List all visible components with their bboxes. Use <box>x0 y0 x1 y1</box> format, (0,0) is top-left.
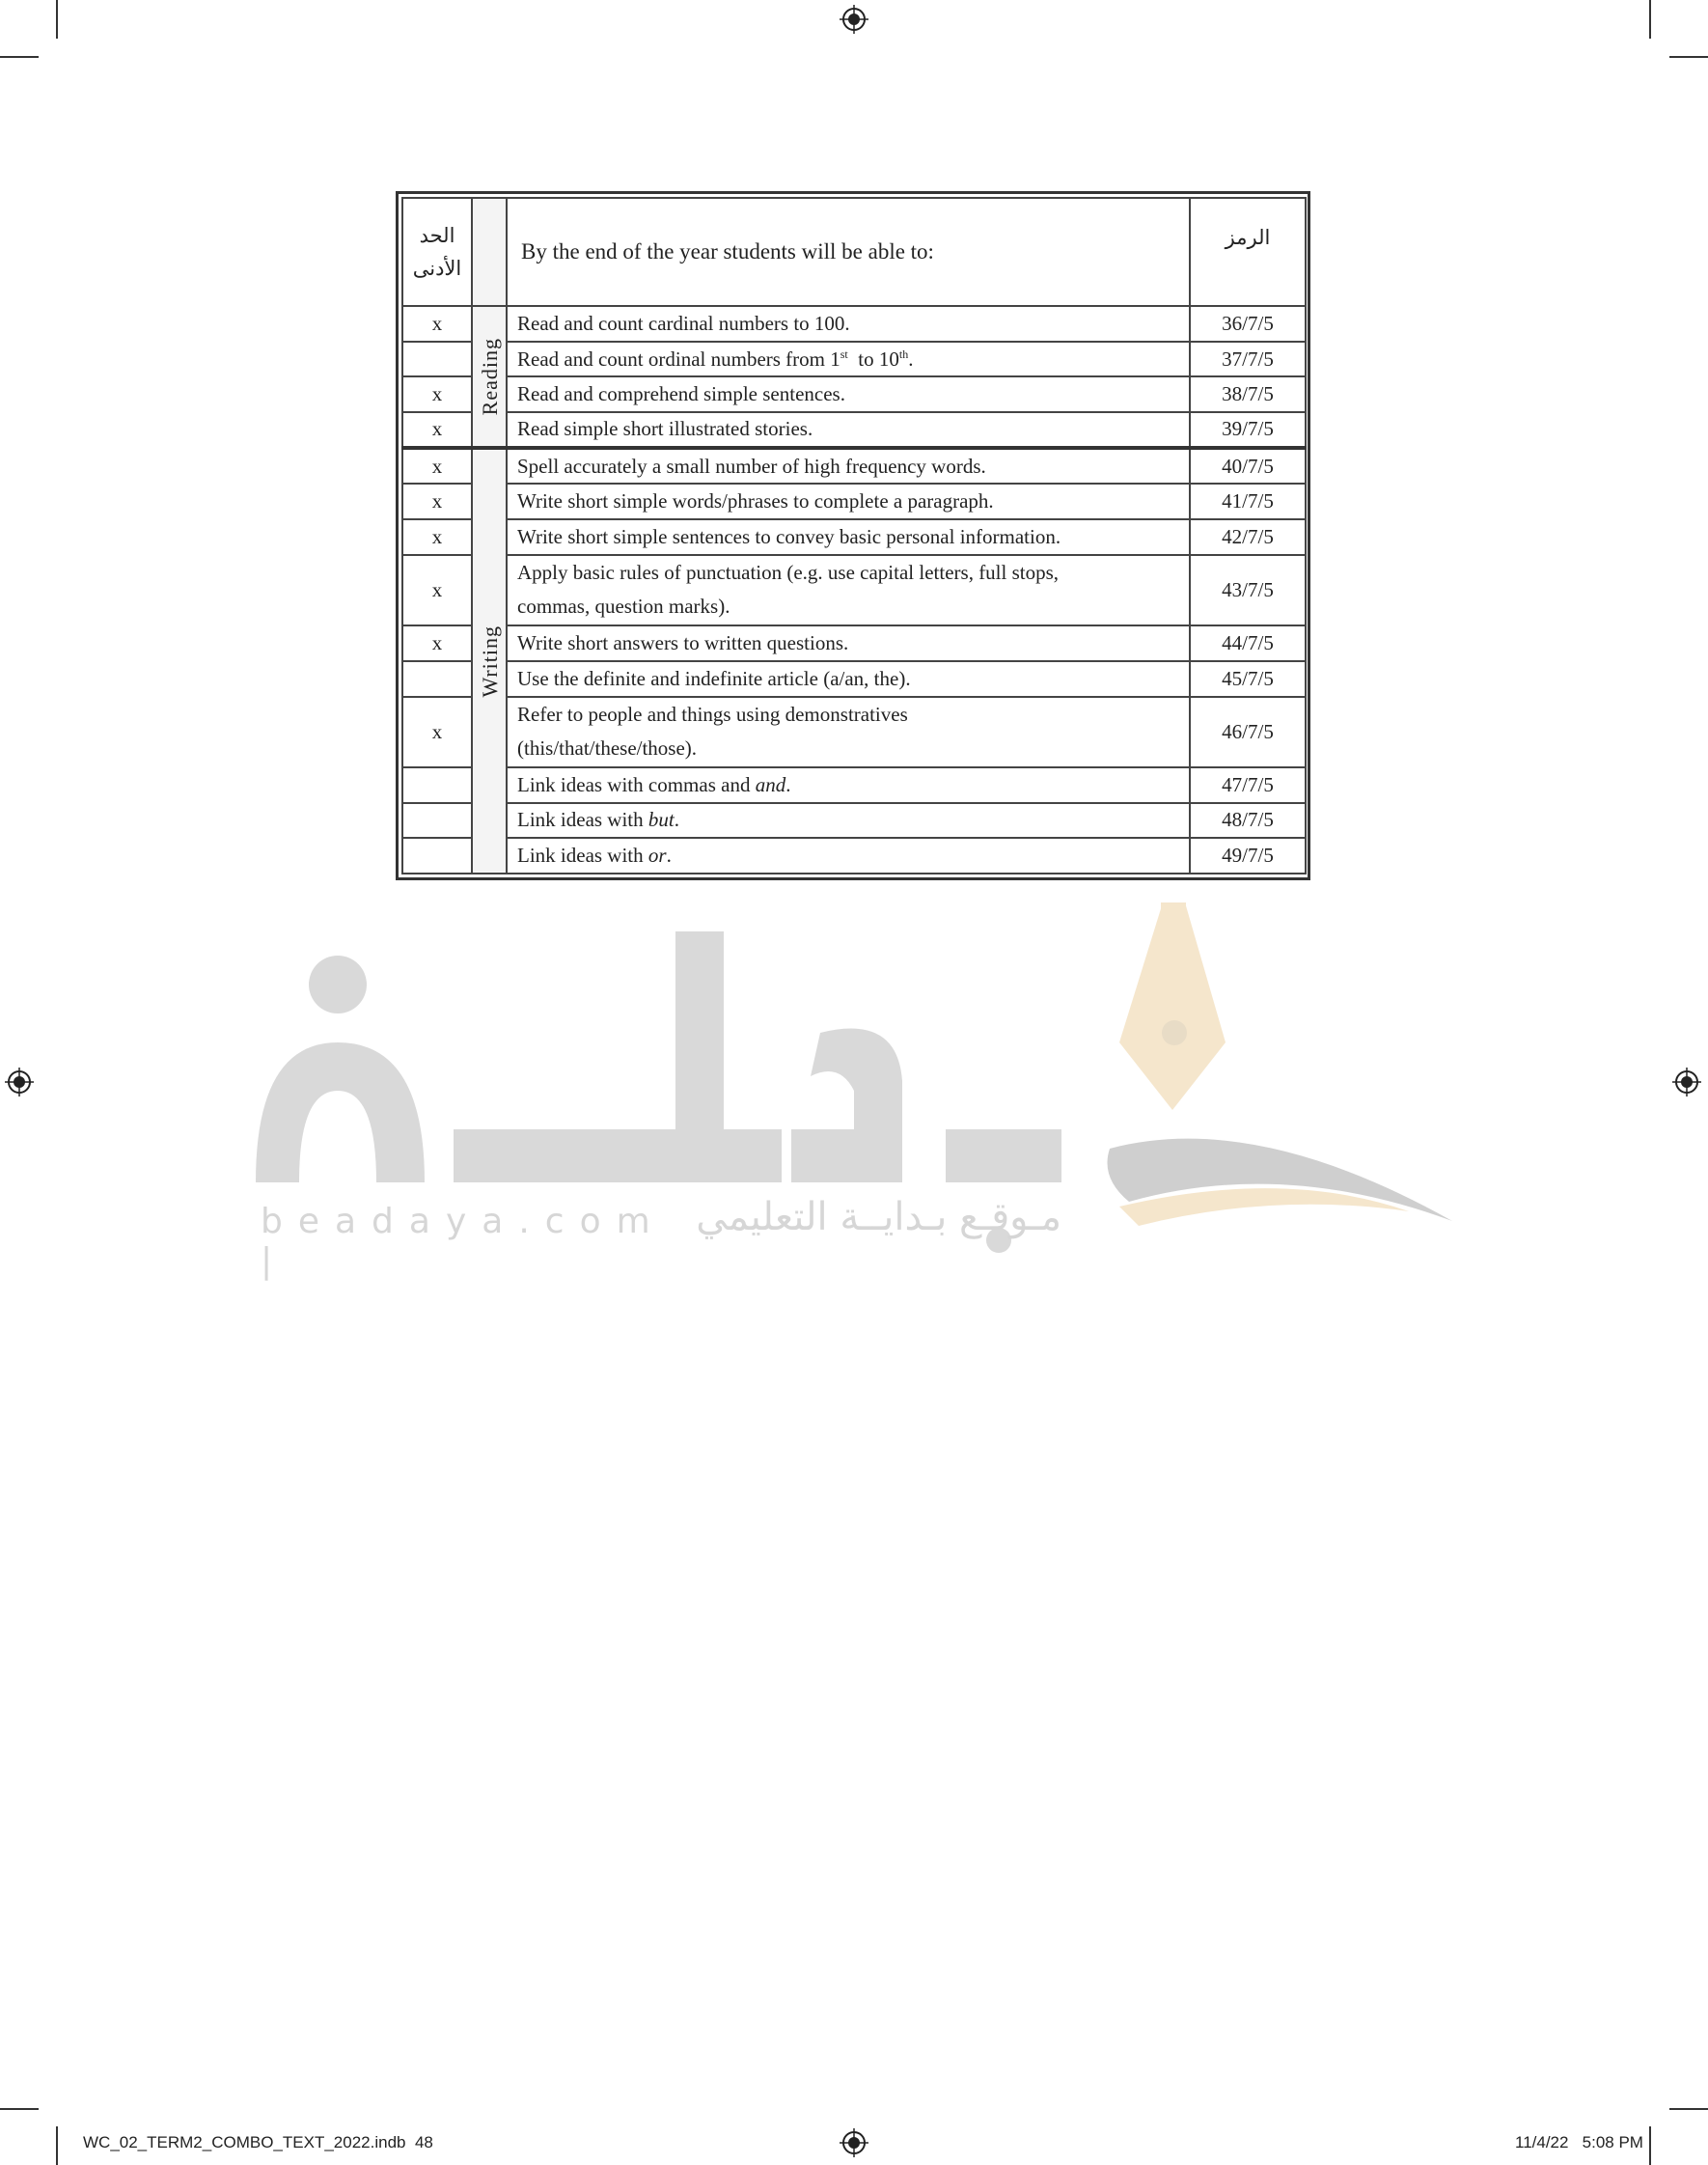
outcome-code: 44/7/5 <box>1190 625 1306 661</box>
footer-file-name: WC_02_TERM2_COMBO_TEXT_2022.indb <box>83 2133 406 2151</box>
minimum-mark <box>402 803 472 839</box>
outcome-code: 36/7/5 <box>1190 306 1306 342</box>
table-row <box>402 412 1306 448</box>
learning-outcomes-table <box>396 191 1310 880</box>
registration-mark-icon <box>840 2128 868 2157</box>
crop-mark <box>1649 2126 1651 2165</box>
crop-mark <box>56 2126 58 2165</box>
reading-section-cell <box>472 306 507 448</box>
minimum-mark: x <box>402 412 472 448</box>
minimum-header-cell <box>402 198 472 306</box>
minimum-mark: x <box>402 306 472 342</box>
code-label: الرمز <box>1225 226 1271 250</box>
outcome-text: Refer to people and things using demonstratives (this/that/these/those). <box>507 697 1190 767</box>
crop-mark <box>0 2108 39 2110</box>
footer-timestamp <box>1515 2133 1643 2152</box>
minimum-label-line2: الأدنى <box>412 257 462 281</box>
outcome-text: Link ideas with but. <box>507 803 1190 839</box>
table-row <box>402 519 1306 555</box>
minimum-mark: x <box>402 484 472 519</box>
table-header-row <box>402 198 1306 306</box>
footer-page-number: 48 <box>414 2133 433 2151</box>
writing-section-label: Writing <box>478 625 502 698</box>
code-header-cell <box>1190 198 1306 306</box>
table-row <box>402 484 1306 519</box>
table-row <box>402 306 1306 342</box>
minimum-mark: x <box>402 519 472 555</box>
table-row <box>402 661 1306 697</box>
minimum-mark: x <box>402 555 472 625</box>
outcome-code: 49/7/5 <box>1190 838 1306 874</box>
outcome-text: Use the definite and indefinite article (a/an, the). <box>507 661 1190 697</box>
minimum-mark: x <box>402 448 472 485</box>
outcome-code: 39/7/5 <box>1190 412 1306 448</box>
table-row <box>402 376 1306 412</box>
table-row <box>402 697 1306 767</box>
outcome-text: Spell accurately a small number of high frequency words. <box>507 448 1190 485</box>
footer-time: 5:08 PM <box>1582 2133 1643 2151</box>
outcome-text: Read and count ordinal numbers from 1st to 10th. <box>507 342 1190 377</box>
table-row <box>402 803 1306 839</box>
outcome-text: Read and comprehend simple sentences. <box>507 376 1190 412</box>
outcome-code: 48/7/5 <box>1190 803 1306 839</box>
minimum-mark <box>402 767 472 803</box>
outcome-code: 42/7/5 <box>1190 519 1306 555</box>
skill-header-cell <box>472 198 507 306</box>
table-row <box>402 555 1306 625</box>
reading-section-label: Reading <box>478 337 502 416</box>
outcome-text: Write short simple words/phrases to complete a paragraph. <box>507 484 1190 519</box>
watermark-caption-arabic: مـوقـع بـدايــة التعليمي <box>696 1195 1061 1239</box>
minimum-label-line1: الحد <box>419 224 455 248</box>
outcome-code: 46/7/5 <box>1190 697 1306 767</box>
table-row <box>402 448 1306 485</box>
table-row <box>402 838 1306 874</box>
watermark-caption-latin: beadaya.com <box>261 1202 666 1241</box>
table-row <box>402 625 1306 661</box>
outcome-text: Apply basic rules of punctuation (e.g. use capital letters, full stops, commas, question marks). <box>507 555 1190 625</box>
outcome-code: 38/7/5 <box>1190 376 1306 412</box>
outcome-text: Link ideas with or. <box>507 838 1190 874</box>
outcome-code: 40/7/5 <box>1190 448 1306 485</box>
footer-file-info <box>83 2133 433 2152</box>
intro-header-cell <box>507 198 1190 306</box>
outcome-code: 43/7/5 <box>1190 555 1306 625</box>
outcome-code: 45/7/5 <box>1190 661 1306 697</box>
outcome-code: 41/7/5 <box>1190 484 1306 519</box>
crop-mark <box>1669 2108 1708 2110</box>
minimum-mark <box>402 342 472 377</box>
pen-nib-icon <box>1119 902 1226 1110</box>
intro-text: By the end of the year students will be able to: <box>521 239 934 264</box>
watermark-separator: | <box>261 1241 273 1281</box>
minimum-mark: x <box>402 376 472 412</box>
table-row <box>402 767 1306 803</box>
writing-section-cell <box>472 448 507 874</box>
minimum-mark <box>402 661 472 697</box>
minimum-mark: x <box>402 697 472 767</box>
outcome-text: Write short answers to written questions. <box>507 625 1190 661</box>
outcome-code: 47/7/5 <box>1190 767 1306 803</box>
minimum-mark <box>402 838 472 874</box>
footer-date: 11/4/22 <box>1515 2133 1569 2151</box>
outcome-text: Read simple short illustrated stories. <box>507 412 1190 448</box>
minimum-mark: x <box>402 625 472 661</box>
outcome-text: Read and count cardinal numbers to 100. <box>507 306 1190 342</box>
outcome-code: 37/7/5 <box>1190 342 1306 377</box>
outcome-text: Link ideas with commas and and. <box>507 767 1190 803</box>
outcome-text: Write short simple sentences to convey basic personal information. <box>507 519 1190 555</box>
table-row <box>402 342 1306 377</box>
